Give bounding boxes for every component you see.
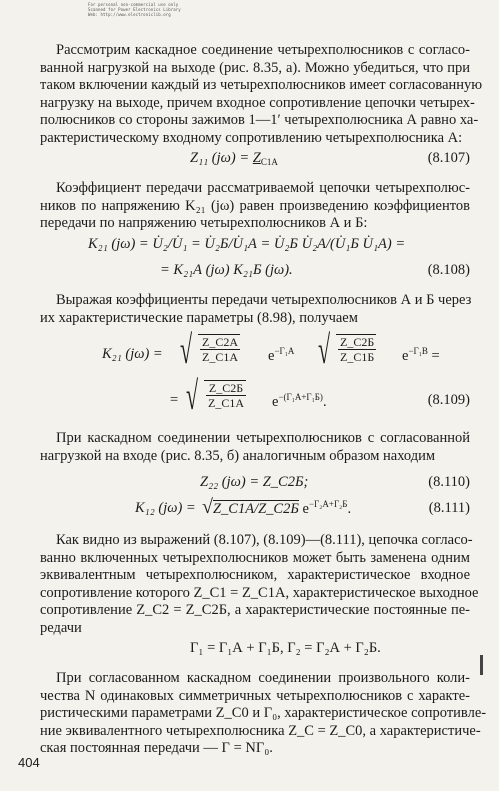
- text-line: Выражая коэффициенты передачи четырехполюсников А и Б через: [56, 292, 472, 308]
- equation-subscript: C1A: [260, 157, 278, 167]
- equals: =: [427, 347, 440, 364]
- text-line: При каскадном соединении четырехполюсников с согласованной: [56, 430, 470, 446]
- exp-base: e: [402, 347, 409, 364]
- equation-lhs: K₂₁ (jω) =: [102, 346, 163, 362]
- text-line: нагрузкой на входе (рис. 8.35, б) аналогичным образом находим: [40, 447, 436, 464]
- text-line: ванно включенных четырехполюсников может быть заменена одним: [40, 549, 470, 566]
- numerator: Z_C2A: [202, 335, 238, 349]
- equation-number: (8.109): [427, 392, 470, 408]
- equation-8-111: [40, 494, 470, 524]
- text-line: ристическими параметрами Z_C0 и Г₀, характеристическое сопротивле-: [40, 705, 487, 722]
- denominator: Z_C1Б: [340, 350, 375, 364]
- text-line: таком включении каждый из четырехполюсников имеет согласованную: [40, 77, 483, 94]
- text-line: чества N одинаковых симметричных четырехполюсников с характе-: [40, 687, 470, 704]
- exponent: −Г₁В: [408, 346, 428, 356]
- text-line: При согласованном каскадном соединении произвольного коли-: [56, 670, 470, 686]
- exp-base: e: [302, 501, 309, 517]
- exp-base: e: [272, 393, 279, 410]
- equation-number: (8.108): [427, 262, 470, 278]
- text-line: сопротивление которого Z_C1 = Z_C1A, характеристическое выходное: [40, 584, 479, 601]
- text-line: сопротивление Z_C2 = Z_C2Б, а характеристические постоянные пе-: [40, 602, 470, 619]
- radical-sign: √: [180, 327, 193, 372]
- text-line: ников по напряжению K₂₁ (jω) равен произведению коэффициентов: [40, 197, 470, 214]
- text-line: эквивалентным четырехполюсником, характеристическое входное: [40, 567, 470, 584]
- text-line: ская постоянная передачи — Г = NГ₀.: [40, 740, 273, 757]
- equation-body: Г₁ = Г₁А + Г₁Б, Г₂ = Г₂А + Г₂Б.: [190, 640, 381, 656]
- text-line: передачи по напряжению четырехполюсников А и Б:: [40, 215, 368, 232]
- paragraph-6: [40, 670, 487, 758]
- equation-number: (8.107): [427, 150, 470, 166]
- text-line: полюсников со стороны зажимов 1—1′ четырехполюсника А равно ха-: [40, 112, 479, 129]
- equation-number: (8.110): [428, 474, 470, 490]
- scan-stamp: [88, 2, 298, 17]
- exponent: −(Г₁А+Г₁Б): [278, 392, 323, 402]
- denominator: Z_C1A: [202, 350, 238, 364]
- equation-rhs: Z: [252, 150, 261, 166]
- text-line: рактеристическому входному сопротивлению четырехполюсника А:: [40, 129, 463, 146]
- period: .: [347, 501, 352, 517]
- stamp-line: Scanned for Power Electronics Library: [88, 7, 181, 12]
- equation-number: (8.111): [428, 500, 470, 516]
- equation-8-109: [40, 327, 470, 378]
- radicand: Z_C1A/Z_C2Б: [212, 501, 299, 517]
- text-line: нагрузку на выходе, причем входное сопротивление цепочки четырех-: [40, 94, 475, 111]
- fraction: [206, 381, 246, 410]
- paragraph-5: [40, 532, 479, 638]
- radical-sign: √: [318, 327, 331, 372]
- fraction: [338, 335, 376, 364]
- denominator: Z_C1A: [208, 396, 244, 410]
- text-line: ние эквивалентного четырехполюсника Z_C = Z_C0, а характеристиче-: [40, 722, 481, 739]
- text-line: Рассмотрим каскадное соединение четырехполюсников с согласо-: [56, 42, 470, 58]
- text-line: их характеристические параметры (8.98), получаем: [40, 309, 358, 326]
- paragraph-3: [40, 292, 470, 327]
- radical-sign: √: [186, 373, 199, 418]
- paragraph-4: [40, 430, 470, 465]
- text-line: ванной нагрузкой на выходе (рис. 8.35, а). Можно убедиться, что при: [40, 59, 470, 76]
- fraction: [200, 335, 240, 364]
- stamp-line: For personal non-commercial use only: [88, 2, 179, 7]
- numerator: Z_C2Б: [206, 381, 246, 396]
- numerator: Z_C2Б: [340, 335, 375, 349]
- text-line: Коэффициент передачи рассматриваемой цепочки четырехполюс-: [56, 180, 470, 196]
- text-line: Как видно из выражений (8.107), (8.109)—(8.111), цепочка согласо-: [56, 532, 473, 548]
- equation-body: Z₂₂ (jω) = Z_C2Б;: [200, 474, 309, 490]
- paragraph-2: [40, 180, 470, 233]
- equation-lhs: K₁₂ (jω) =: [135, 500, 196, 516]
- exponent: −Г₁А: [274, 346, 295, 356]
- exp-base: e: [268, 347, 275, 364]
- equation-8-109-cont: [40, 373, 470, 424]
- equals: =: [170, 392, 179, 408]
- period: .: [322, 393, 327, 410]
- stamp-line: Web: http://www.electroniclib.org: [88, 12, 171, 17]
- page-number: 404: [18, 755, 40, 770]
- exponent: −Г₂А+Г₂Б: [308, 499, 348, 510]
- equation-lhs: Z₁₁ (jω) =: [190, 150, 253, 166]
- equation-line: K₂₁ (jω) = U̇₂/U̇₁ = U̇₂Б/U̇₁А = U̇₂Б U̇₂А/(U̇₁Б U̇₁А) =: [88, 236, 406, 252]
- sqrt-1: [180, 327, 240, 372]
- sqrt-2: [318, 327, 376, 372]
- sqrt-3: [186, 373, 246, 418]
- margin-mark: [480, 655, 483, 675]
- radical-sign: √: [202, 496, 213, 518]
- equation-line: = K₂₁А (jω) K₂₁Б (jω).: [160, 262, 293, 278]
- paragraph-1: [40, 42, 483, 148]
- text-line: редачи: [40, 619, 82, 636]
